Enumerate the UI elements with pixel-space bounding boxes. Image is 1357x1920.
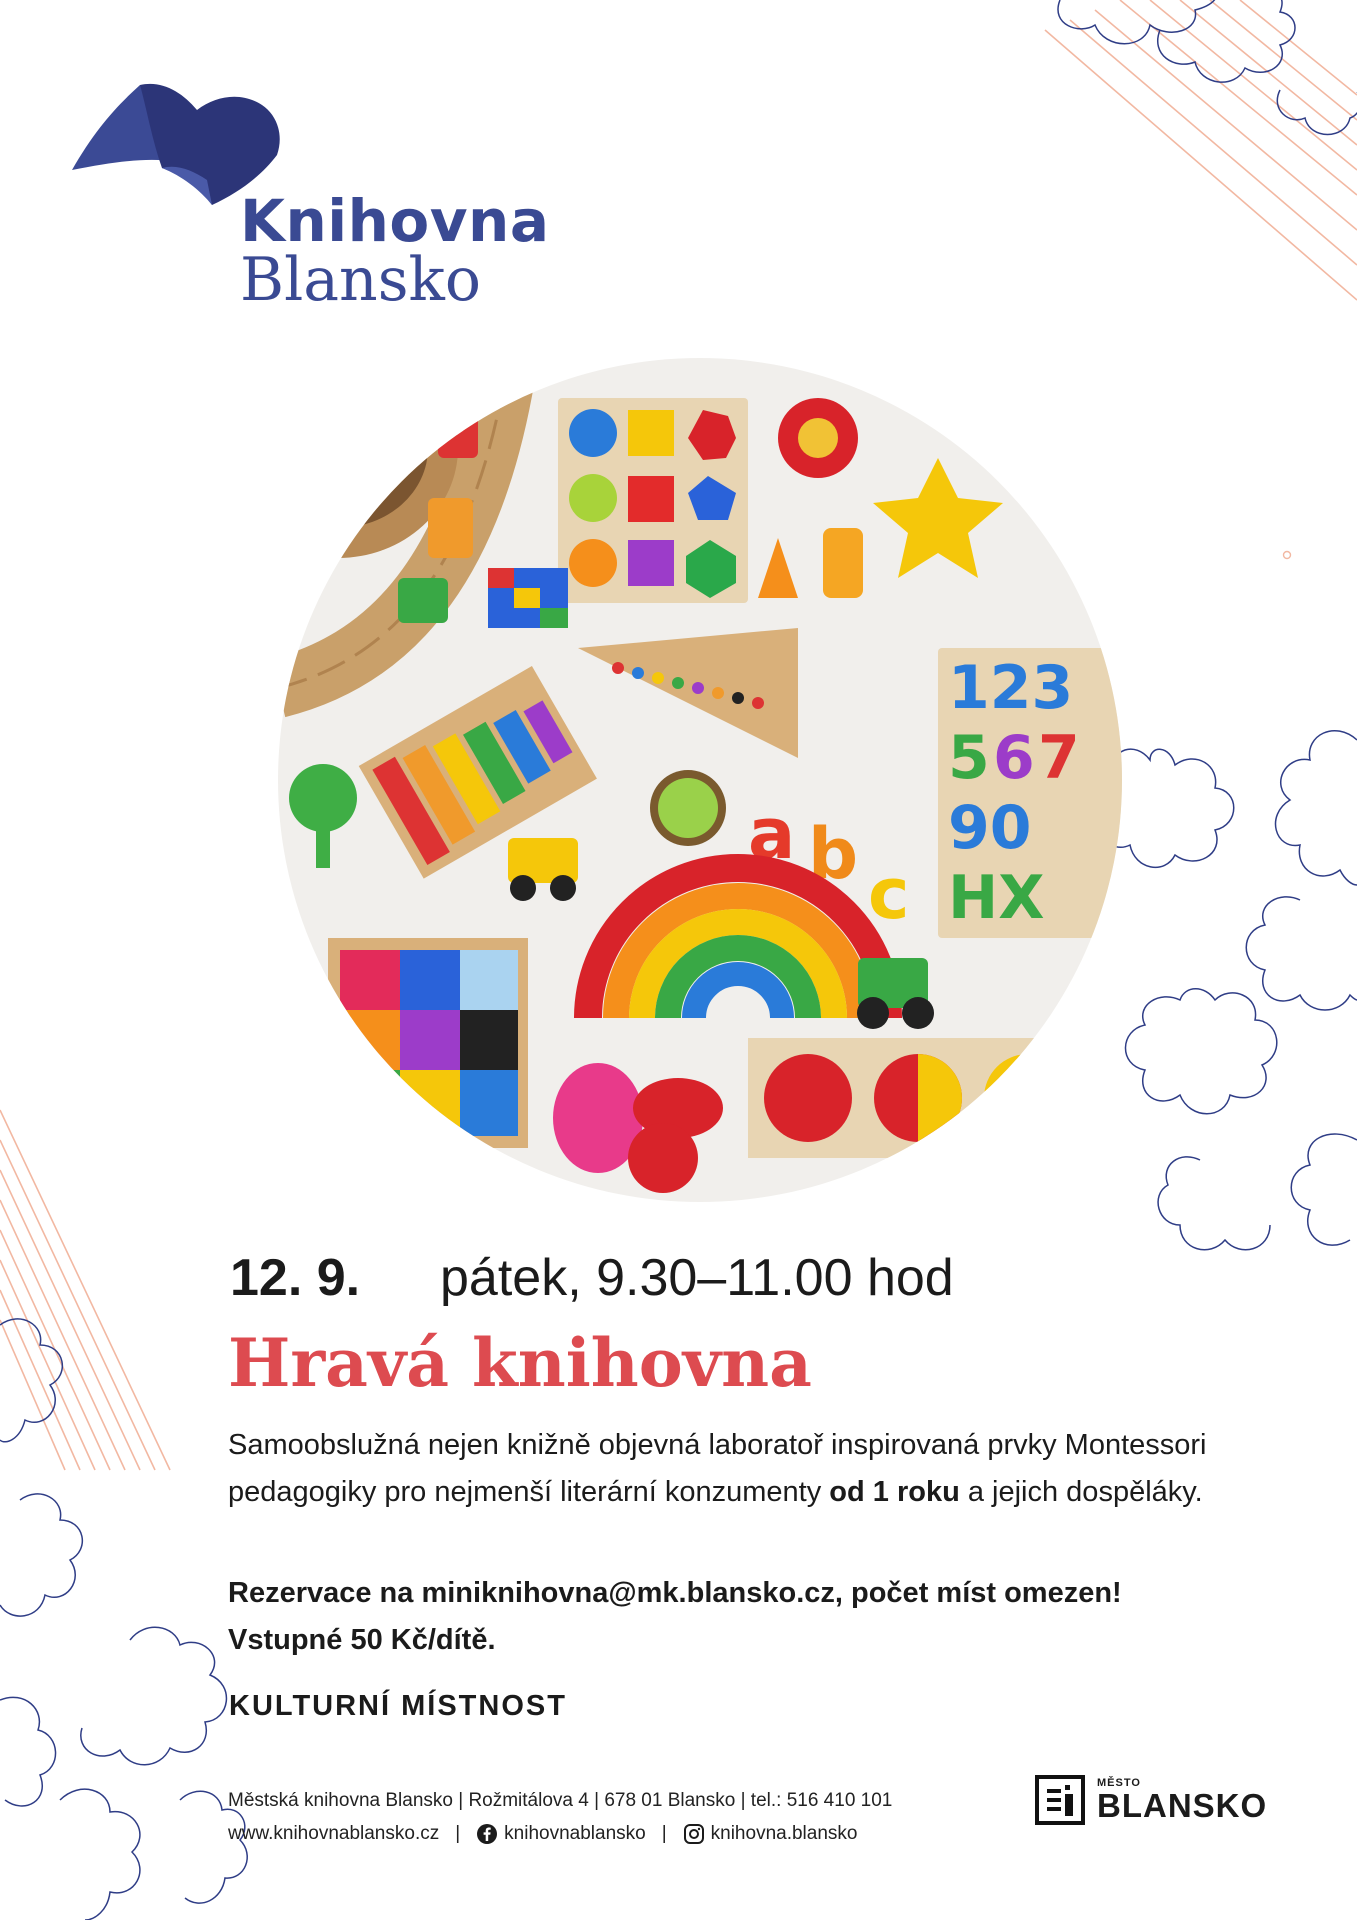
reservation-text: Rezervace na miniknihovna@mk.blansko.cz, počet míst omezen!: [228, 1577, 1122, 1609]
svg-text:6: 6: [993, 723, 1035, 793]
description-age: od 1 roku: [829, 1476, 960, 1508]
event-time: pátek, 9.30–11.00 hod: [440, 1249, 954, 1307]
description-text-2: a jejich dospěláky.: [959, 1476, 1203, 1508]
logo-subtitle: Blansko: [240, 245, 481, 315]
logo-title: Knihovna: [240, 187, 550, 255]
svg-text:90: 90: [948, 793, 1032, 863]
svg-text:5: 5: [948, 723, 990, 793]
accent-lines-left: [0, 1110, 170, 1470]
accent-lines-top-right: [1045, 0, 1357, 300]
svg-text:c: c: [868, 853, 910, 935]
instagram-link[interactable]: knihovna.blansko: [710, 1823, 858, 1844]
svg-text:HX: HX: [948, 863, 1045, 933]
city-logo-name: BLANSKO: [1097, 1787, 1268, 1824]
city-logo-small: MĚSTO: [1097, 1777, 1141, 1789]
event-venue: KULTURNÍ MÍSTNOST: [229, 1690, 567, 1722]
footer-address: Městská knihovna Blansko | Rožmitálova 4 | 678 01 Blansko | tel.: 516 410 101: [228, 1790, 893, 1811]
facebook-link[interactable]: knihovnablansko: [504, 1823, 646, 1844]
footer-separator: |: [455, 1823, 461, 1844]
event-date: 12. 9.: [230, 1249, 361, 1307]
svg-text:b: b: [808, 813, 859, 895]
svg-text:7: 7: [1038, 723, 1080, 793]
svg-text:123: 123: [948, 653, 1074, 723]
description-text-1: Samoobslužná nejen knižně objevná laboratoř inspirovaná prvky Montessori pedagogiky pro nejmenší literární konzumenty: [228, 1429, 1207, 1508]
city-emblem-icon: [1035, 1775, 1085, 1825]
city-logo: [1035, 1775, 1267, 1825]
toys-photo: [278, 358, 1122, 1202]
footer-links: [228, 1823, 857, 1845]
facebook-icon[interactable]: [476, 1823, 498, 1845]
reservation-note: [228, 1570, 1238, 1664]
footer-separator: |: [661, 1823, 667, 1844]
svg-text:a: a: [748, 793, 796, 875]
event-title: Hravá knihovna: [228, 1324, 812, 1402]
website-link[interactable]: www.knihovnablansko.cz: [228, 1823, 440, 1844]
admission-fee: Vstupné 50 Kč/dítě.: [228, 1624, 496, 1656]
event-description: [228, 1422, 1238, 1516]
accent-dot: [1284, 552, 1291, 559]
instagram-icon[interactable]: [683, 1823, 705, 1845]
